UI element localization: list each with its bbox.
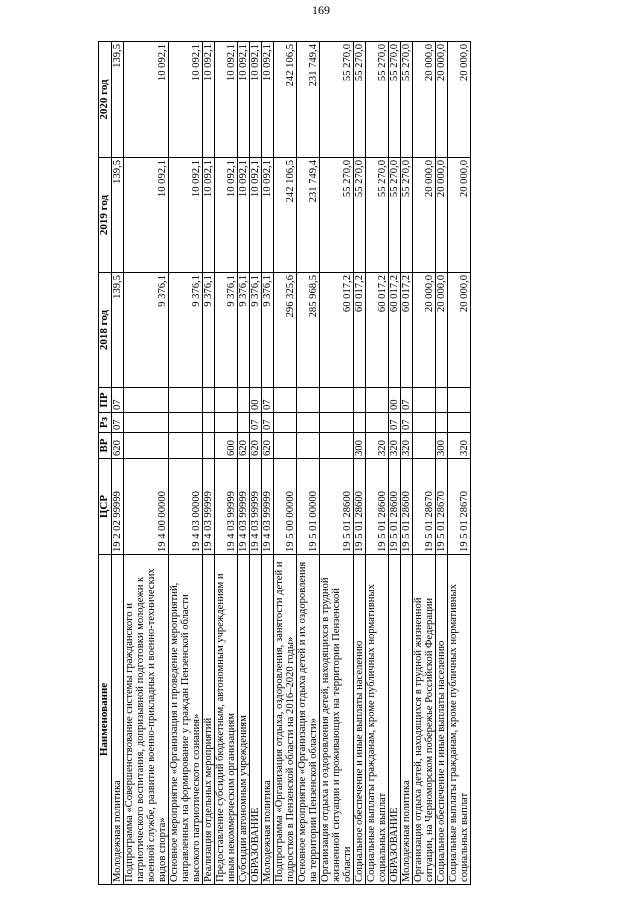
table-row: [354, 42, 366, 885]
cell-2020: 10 092,1: [262, 42, 274, 158]
cell-name: Организация отдыха детей, находящихся в трудной жизненной ситуации, на Черноморском побережье Российской Федерации: [413, 555, 436, 885]
cell-rz: [413, 413, 436, 433]
cell-2020: 10 092,1: [238, 42, 250, 158]
cell-pr: [238, 388, 250, 413]
cell-name: ОБРАЗОВАНИЕ: [250, 555, 262, 885]
cell-vr: 320: [401, 433, 413, 459]
cell-2019: 20 000,0: [413, 158, 436, 273]
cell-2018: 60 017,2: [389, 273, 401, 388]
cell-vr: [274, 433, 297, 459]
cell-pr: [366, 388, 389, 413]
cell-csr: 19 4 03 00000: [169, 459, 203, 555]
header-pr: ПР: [99, 388, 112, 413]
cell-csr: 19 5 01 28600: [354, 459, 366, 555]
table-row: [448, 42, 471, 885]
cell-2019: 242 106,5: [274, 158, 297, 273]
cell-2019: 10 092,1: [262, 158, 274, 273]
cell-rz: [366, 413, 389, 433]
cell-vr: [320, 433, 354, 459]
cell-csr: 19 4 03 99999: [250, 459, 262, 555]
table-body: [112, 42, 471, 885]
cell-2018: 9 376,1: [203, 273, 215, 388]
cell-name: Подпрограмма «Совершенствование системы гражданского и патриотического воспитания, допризывной подготовки молодежи к военной службе, развитие военно-прикладных и военно-технических видов спорта»: [124, 555, 169, 885]
cell-rz: [448, 413, 471, 433]
cell-2020: 20 000,0: [413, 42, 436, 158]
cell-name: Социальные выплаты гражданам, кроме публичных нормативных социальных выплат: [448, 555, 471, 885]
cell-2018: 20 000,0: [436, 273, 448, 388]
cell-pr: [297, 388, 320, 413]
cell-2020: 10 092,1: [124, 42, 169, 158]
header-name: Наименование: [99, 555, 112, 885]
cell-2020: 139,5: [112, 42, 124, 158]
header-vr: ВР: [99, 433, 112, 459]
cell-2020: 10 092,1: [169, 42, 203, 158]
cell-2020: 231 749,4: [297, 42, 320, 158]
cell-2018: 9 376,1: [262, 273, 274, 388]
header-2019: 2019 год: [99, 158, 112, 273]
cell-rz: [274, 413, 297, 433]
cell-pr: [413, 388, 436, 413]
cell-name: Молодежная политика: [262, 555, 274, 885]
cell-pr: [203, 388, 215, 413]
cell-2018: 9 376,1: [169, 273, 203, 388]
cell-2019: 10 092,1: [215, 158, 238, 273]
cell-2019: 55 270,0: [366, 158, 389, 273]
cell-vr: [203, 433, 215, 459]
cell-rz: 07: [401, 413, 413, 433]
header-2018: 2018 год: [99, 273, 112, 388]
cell-2018: 9 376,1: [250, 273, 262, 388]
cell-pr: [320, 388, 354, 413]
table-row: [320, 42, 354, 885]
cell-vr: [413, 433, 436, 459]
cell-csr: 19 5 01 28600: [389, 459, 401, 555]
cell-2018: 60 017,2: [320, 273, 354, 388]
cell-name: Предоставление субсидий бюджетным, автономным учреждениям и иным некоммерческим организациям: [215, 555, 238, 885]
cell-vr: 320: [366, 433, 389, 459]
header-rz: Рз: [99, 413, 112, 433]
cell-vr: 620: [250, 433, 262, 459]
cell-2020: 10 092,1: [250, 42, 262, 158]
cell-2020: 20 000,0: [436, 42, 448, 158]
cell-2019: 231 749,4: [297, 158, 320, 273]
cell-2019: 10 092,1: [124, 158, 169, 273]
table-row: [203, 42, 215, 885]
cell-vr: [124, 433, 169, 459]
cell-2018: 285 968,5: [297, 273, 320, 388]
cell-csr: 19 5 01 28670: [436, 459, 448, 555]
header-csr: ЦСР: [99, 459, 112, 555]
cell-pr: [354, 388, 366, 413]
table-row: [215, 42, 238, 885]
cell-2019: 55 270,0: [401, 158, 413, 273]
cell-2018: 9 376,1: [124, 273, 169, 388]
cell-name: Основное мероприятие «Организация и проведение мероприятий, направленных на формирование у граждан Пензенской области высокого патриотического сознания»: [169, 555, 203, 885]
cell-pr: [436, 388, 448, 413]
cell-pr: [448, 388, 471, 413]
budget-table: [98, 41, 471, 885]
cell-rz: 07: [262, 413, 274, 433]
cell-2019: 10 092,1: [238, 158, 250, 273]
cell-rz: [297, 413, 320, 433]
cell-pr: [215, 388, 238, 413]
cell-csr: 19 5 01 28600: [366, 459, 389, 555]
cell-pr: [274, 388, 297, 413]
cell-vr: 320: [389, 433, 401, 459]
cell-2019: 20 000,0: [448, 158, 471, 273]
cell-rz: [354, 413, 366, 433]
cell-rz: [436, 413, 448, 433]
cell-name: Основное мероприятие «Организация отдыха детей и их оздоровления на территории Пензенской области»: [297, 555, 320, 885]
cell-name: Организация отдыха и оздоровления детей, находящихся в трудной жизненной ситуации и проживающих на территории Пензенской области: [320, 555, 354, 885]
table-row: [274, 42, 297, 885]
cell-2018: 20 000,0: [413, 273, 436, 388]
cell-rz: [238, 413, 250, 433]
table-row: [262, 42, 274, 885]
cell-csr: 19 5 01 28600: [401, 459, 413, 555]
cell-pr: 07: [401, 388, 413, 413]
cell-2020: 10 092,1: [215, 42, 238, 158]
cell-2018: 20 000,0: [448, 273, 471, 388]
table-row: [401, 42, 413, 885]
cell-2019: 139,5: [112, 158, 124, 273]
cell-rz: 07: [112, 413, 124, 433]
cell-rz: [169, 413, 203, 433]
cell-rz: [124, 413, 169, 433]
cell-2018: 60 017,2: [401, 273, 413, 388]
cell-vr: 600: [215, 433, 238, 459]
cell-name: Социальное обеспечение и иные выплаты населению: [354, 555, 366, 885]
cell-2018: 60 017,2: [366, 273, 389, 388]
cell-csr: 19 4 00 00000: [124, 459, 169, 555]
table-row: [389, 42, 401, 885]
cell-name: Реализация отдельных мероприятий: [203, 555, 215, 885]
cell-csr: 19 4 03 99999: [203, 459, 215, 555]
cell-name: Подпрограмма «Организация отдыха, оздоровления, занятости детей и подростков в Пензенской области на 2016–2020 годы»: [274, 555, 297, 885]
cell-2020: 242 106,5: [274, 42, 297, 158]
cell-2018: 9 376,1: [215, 273, 238, 388]
cell-rz: 07: [389, 413, 401, 433]
cell-2019: 10 092,1: [169, 158, 203, 273]
cell-csr: 19 4 03 99999: [238, 459, 250, 555]
cell-2020: 55 270,0: [389, 42, 401, 158]
cell-csr: 19 5 01 28600: [320, 459, 354, 555]
cell-pr: 00: [250, 388, 262, 413]
cell-2019: 10 092,1: [203, 158, 215, 273]
cell-pr: [124, 388, 169, 413]
cell-2020: 20 000,0: [448, 42, 471, 158]
cell-name: Молодежная политика: [401, 555, 413, 885]
table-row: [297, 42, 320, 885]
cell-rz: 07: [250, 413, 262, 433]
cell-csr: 19 4 03 99999: [262, 459, 274, 555]
cell-csr: 19 5 00 00000: [274, 459, 297, 555]
cell-2019: 10 092,1: [250, 158, 262, 273]
table-row: [366, 42, 389, 885]
cell-pr: 07: [112, 388, 124, 413]
table-row: [436, 42, 448, 885]
cell-2018: 60 017,2: [354, 273, 366, 388]
table-row: [250, 42, 262, 885]
cell-2020: 10 092,1: [203, 42, 215, 158]
cell-name: Социальные выплаты гражданам, кроме публичных нормативных социальных выплат: [366, 555, 389, 885]
cell-vr: 620: [262, 433, 274, 459]
cell-csr: 19 5 01 28670: [413, 459, 436, 555]
table-row: [238, 42, 250, 885]
cell-2019: 20 000,0: [436, 158, 448, 273]
header-row: [99, 42, 112, 885]
budget-table-rotated: [98, 42, 564, 885]
cell-pr: 07: [262, 388, 274, 413]
table-row: [169, 42, 203, 885]
cell-2019: 55 270,0: [354, 158, 366, 273]
cell-vr: 620: [112, 433, 124, 459]
cell-2020: 55 270,0: [401, 42, 413, 158]
cell-name: Субсидии автономным учреждениям: [238, 555, 250, 885]
cell-csr: 19 5 01 28670: [448, 459, 471, 555]
cell-rz: [215, 413, 238, 433]
cell-pr: 00: [389, 388, 401, 413]
cell-csr: 19 4 03 99999: [215, 459, 238, 555]
cell-vr: 620: [238, 433, 250, 459]
cell-name: ОБРАЗОВАНИЕ: [389, 555, 401, 885]
cell-vr: 300: [354, 433, 366, 459]
cell-2019: 55 270,0: [320, 158, 354, 273]
cell-rz: [320, 413, 354, 433]
cell-2018: 139,5: [112, 273, 124, 388]
cell-vr: [169, 433, 203, 459]
cell-vr: [297, 433, 320, 459]
table-row: [112, 42, 124, 885]
cell-name: Молодежная политика: [112, 555, 124, 885]
cell-2020: 55 270,0: [354, 42, 366, 158]
cell-2018: 296 325,6: [274, 273, 297, 388]
cell-2020: 55 270,0: [366, 42, 389, 158]
header-2020: 2020 год: [99, 42, 112, 158]
cell-csr: 19 5 01 00000: [297, 459, 320, 555]
cell-pr: [169, 388, 203, 413]
cell-rz: [203, 413, 215, 433]
cell-2019: 55 270,0: [389, 158, 401, 273]
cell-csr: 19 2 02 99999: [112, 459, 124, 555]
table-row: [413, 42, 436, 885]
cell-vr: 320: [448, 433, 471, 459]
table-row: [124, 42, 169, 885]
cell-name: Социальное обеспечение и иные выплаты населению: [436, 555, 448, 885]
cell-vr: 300: [436, 433, 448, 459]
page-number: 169: [312, 3, 330, 17]
cell-2020: 55 270,0: [320, 42, 354, 158]
cell-2018: 9 376,1: [238, 273, 250, 388]
